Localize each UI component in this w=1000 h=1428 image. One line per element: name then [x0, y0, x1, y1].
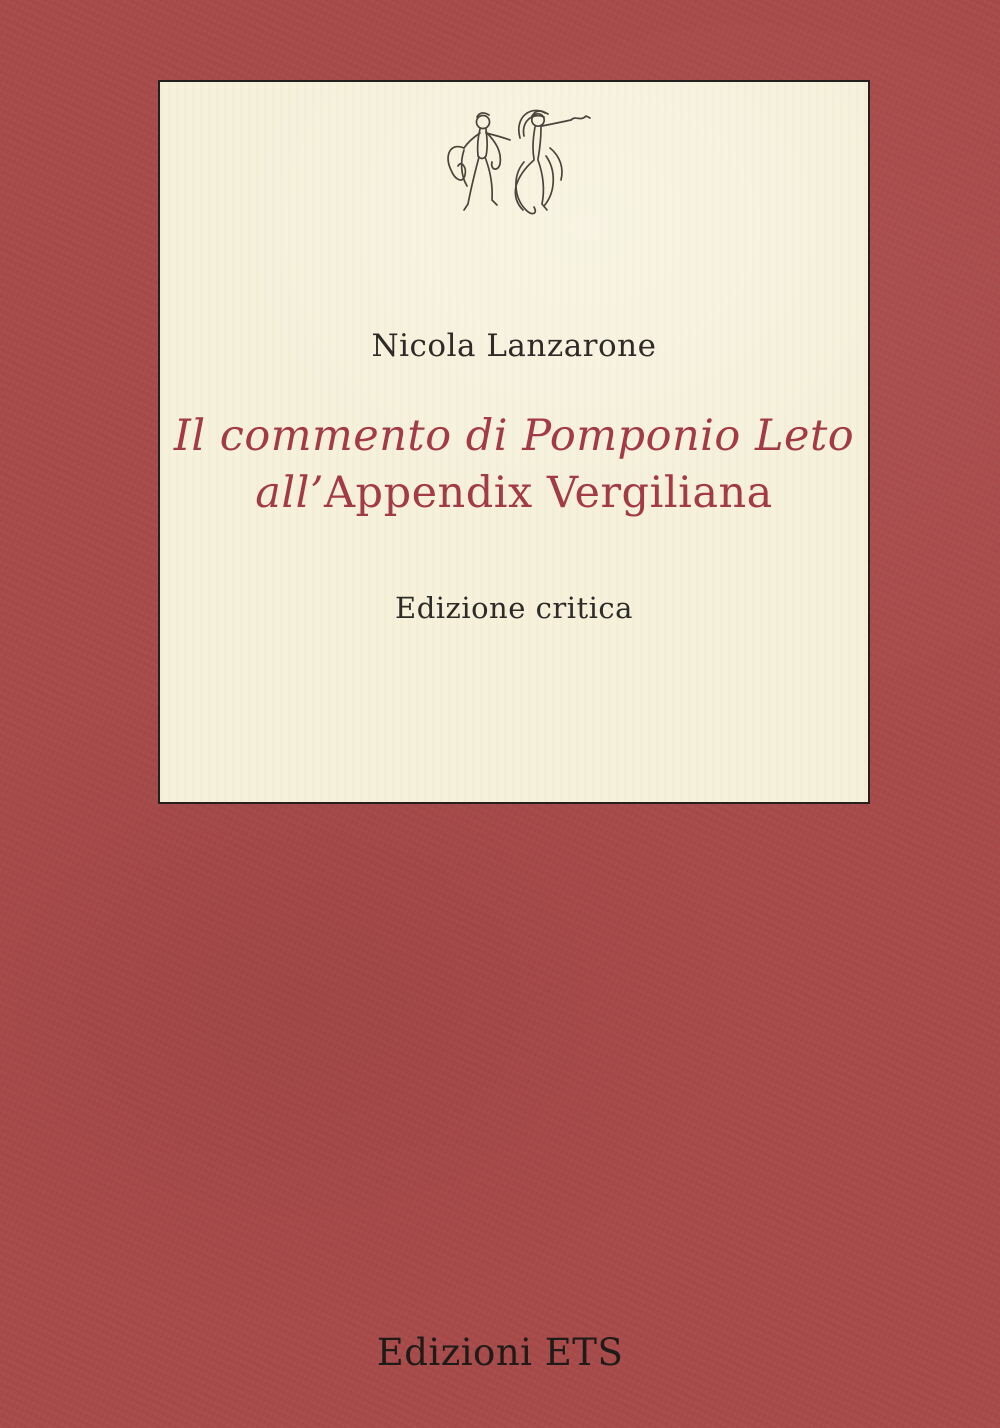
title-line-2: all’Appendix Vergiliana	[255, 468, 773, 518]
title-panel	[158, 80, 870, 804]
dancing-figures-emblem-icon	[434, 104, 594, 228]
edition-note: Edizione critica	[395, 591, 633, 625]
author-name: Nicola Lanzarone	[371, 328, 657, 364]
publisher-name: Edizioni ETS	[376, 1331, 624, 1374]
title-line-1: Il commento di Pomponio Leto	[173, 411, 855, 461]
book-title	[160, 408, 868, 522]
